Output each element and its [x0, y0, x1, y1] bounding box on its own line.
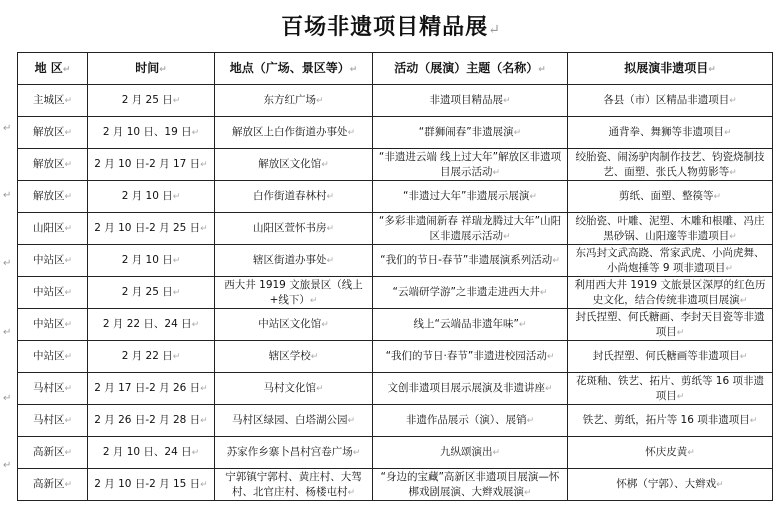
table-row	[18, 341, 773, 373]
margin-marker: ↵	[3, 190, 12, 201]
cell-region: 解放区↵	[18, 117, 88, 149]
cell-time: 2 月 10 日、19 日↵	[88, 117, 215, 149]
table-row	[18, 277, 773, 309]
cell-activity: “云端研学游”之非遗走进西大井↵	[373, 277, 568, 309]
cell-region: 马村区↵	[18, 405, 88, 437]
table-row	[18, 213, 773, 245]
cell-time: 2 月 22 日↵	[88, 341, 215, 373]
cell-location: 山阳区萱怀书房↵	[215, 213, 373, 245]
cell-time: 2 月 25 日↵	[88, 85, 215, 117]
cell-projects: 怀庆皮黄↵	[568, 437, 773, 469]
cell-activity: “我们的节日·春节”非遗进校园活动↵	[373, 341, 568, 373]
table-row	[18, 149, 773, 181]
cell-region: 解放区↵	[18, 181, 88, 213]
margin-marker: ↵	[3, 393, 12, 404]
table-row	[18, 181, 773, 213]
cell-location: 马村文化馆↵	[215, 373, 373, 405]
table-row	[18, 309, 773, 341]
cell-region: 解放区↵	[18, 149, 88, 181]
margin-marker: ↵	[3, 327, 12, 338]
margin-marker: ↵	[3, 258, 12, 269]
cell-time: 2 月 10 日↵	[88, 245, 215, 277]
cell-region: 中站区↵	[18, 341, 88, 373]
cell-projects: 怀梆（宁郭）、大辫戏↵	[568, 469, 773, 501]
cell-location: 辖区街道办事处↵	[215, 245, 373, 277]
cell-time: 2 月 26 日-2 月 28 日↵	[88, 405, 215, 437]
cell-projects: 剪纸、面塑、整篌等↵	[568, 181, 773, 213]
cell-location: 辖区学校↵	[215, 341, 373, 373]
table-header-row	[18, 53, 773, 85]
cell-time: 2 月 10 日、24 日↵	[88, 437, 215, 469]
cell-location: 西大井 1919 文旅景区（线上+线下）↵	[215, 277, 373, 309]
cell-activity: “非遗过大年”非遗展示展演↵	[373, 181, 568, 213]
cell-activity: “我们的节日-春节”非遗展演系列活动↵	[373, 245, 568, 277]
cell-projects: 东冯封文武高跷、常家武虎、小尚虎舞、小尚炮捶等 9 项非遗项目↵	[568, 245, 773, 277]
cell-activity: “群狮闹春”非遗展演↵	[373, 117, 568, 149]
cell-location: 解放区文化馆↵	[215, 149, 373, 181]
cell-time: 2 月 10 日-2 月 25 日↵	[88, 213, 215, 245]
cell-time: 2 月 17 日-2 月 26 日↵	[88, 373, 215, 405]
cell-time: 2 月 10 日-2 月 15 日↵	[88, 469, 215, 501]
events-table	[17, 52, 773, 501]
table-row	[18, 405, 773, 437]
cell-region: 高新区↵	[18, 437, 88, 469]
margin-marker: ↵	[3, 460, 12, 471]
cell-time: 2 月 10 日-2 月 17 日↵	[88, 149, 215, 181]
table-body	[18, 85, 773, 501]
cell-projects: 铁艺、剪纸，拓片等 16 项非遗项目↵	[568, 405, 773, 437]
header-projects: 拟展演非遗项目↵	[568, 53, 773, 85]
table-row	[18, 85, 773, 117]
page-title: 百场非遗项目精品展↵	[281, 14, 501, 40]
cell-projects: 绞胎瓷、叶雕、泥塑、木雕和根雕、冯庄黑砂锅、山阳邃等非遗项目↵	[568, 213, 773, 245]
header-location: 地点（广场、景区等）↵	[215, 53, 373, 85]
cell-region: 主城区↵	[18, 85, 88, 117]
cell-region: 中站区↵	[18, 277, 88, 309]
cell-location: 宁郭镇宁郭村、黄庄村、大驾村、北官庄村、杨楼屯村↵	[215, 469, 373, 501]
cell-activity: 线上“云端品非遗年味”↵	[373, 309, 568, 341]
cell-activity: 文创非遗项目展示展演及非遗讲座↵	[373, 373, 568, 405]
cell-time: 2 月 25 日↵	[88, 277, 215, 309]
cell-activity: “身边的宝藏”高新区非遗项目展演—怀梆戏剧展演、大辫戏展演↵	[373, 469, 568, 501]
cell-region: 马村区↵	[18, 373, 88, 405]
cell-projects: 利用西大井 1919 文旅景区深厚的红色历史文化，结合传统非遗项目展演↵	[568, 277, 773, 309]
cell-location: 马村区绿园、白塔湖公园↵	[215, 405, 373, 437]
cell-region: 中站区↵	[18, 245, 88, 277]
table-row	[18, 437, 773, 469]
cell-activity: 九纵颂演出↵	[373, 437, 568, 469]
cell-region: 高新区↵	[18, 469, 88, 501]
cell-activity: “多彩非遗闹新春 祥瑞龙腾过大年”山阳区非遗展示活动↵	[373, 213, 568, 245]
cell-projects: 花斑釉、铁艺、拓片、剪纸等 16 项非遗项目↵	[568, 373, 773, 405]
cell-activity: 非遗作品展示（演）、展销↵	[373, 405, 568, 437]
cell-time: 2 月 10 日↵	[88, 181, 215, 213]
cell-location: 中站区文化馆↵	[215, 309, 373, 341]
header-time: 时间↵	[88, 53, 215, 85]
cell-projects: 各县（市）区精品非遗项目↵	[568, 85, 773, 117]
cell-time: 2 月 22 日、24 日↵	[88, 309, 215, 341]
cell-location: 解放区上白作街道办事处↵	[215, 117, 373, 149]
cell-projects: 封氏捏塑、何氏糖画等非遗项目↵	[568, 341, 773, 373]
table-row	[18, 373, 773, 405]
cell-location: 白作街道春林村↵	[215, 181, 373, 213]
table-row	[18, 117, 773, 149]
cell-location: 苏家作乡寨卜昌村宫卷广场↵	[215, 437, 373, 469]
cell-region: 中站区↵	[18, 309, 88, 341]
cell-projects: 封氏捏塑、何氏糖画、李封天目瓷等非遗项目↵	[568, 309, 773, 341]
cell-projects: 通背拳、舞狮等非遗项目↵	[568, 117, 773, 149]
cell-projects: 绞胎瓷、闹汤驴肉制作技艺、钧瓷烧制技艺、面塑、张氏人物剪影等↵	[568, 149, 773, 181]
table-row	[18, 245, 773, 277]
header-activity: 活动（展演）主题（名称）↵	[373, 53, 568, 85]
cell-region: 山阳区↵	[18, 213, 88, 245]
header-region: 地 区↵	[18, 53, 88, 85]
cell-activity: 非遗项目精品展↵	[373, 85, 568, 117]
margin-marker: ↵	[3, 123, 12, 134]
cell-activity: “非遗进云端 线上过大年”解放区非遗项目展示活动↵	[373, 149, 568, 181]
table-row	[18, 469, 773, 501]
cell-location: 东方红广场↵	[215, 85, 373, 117]
